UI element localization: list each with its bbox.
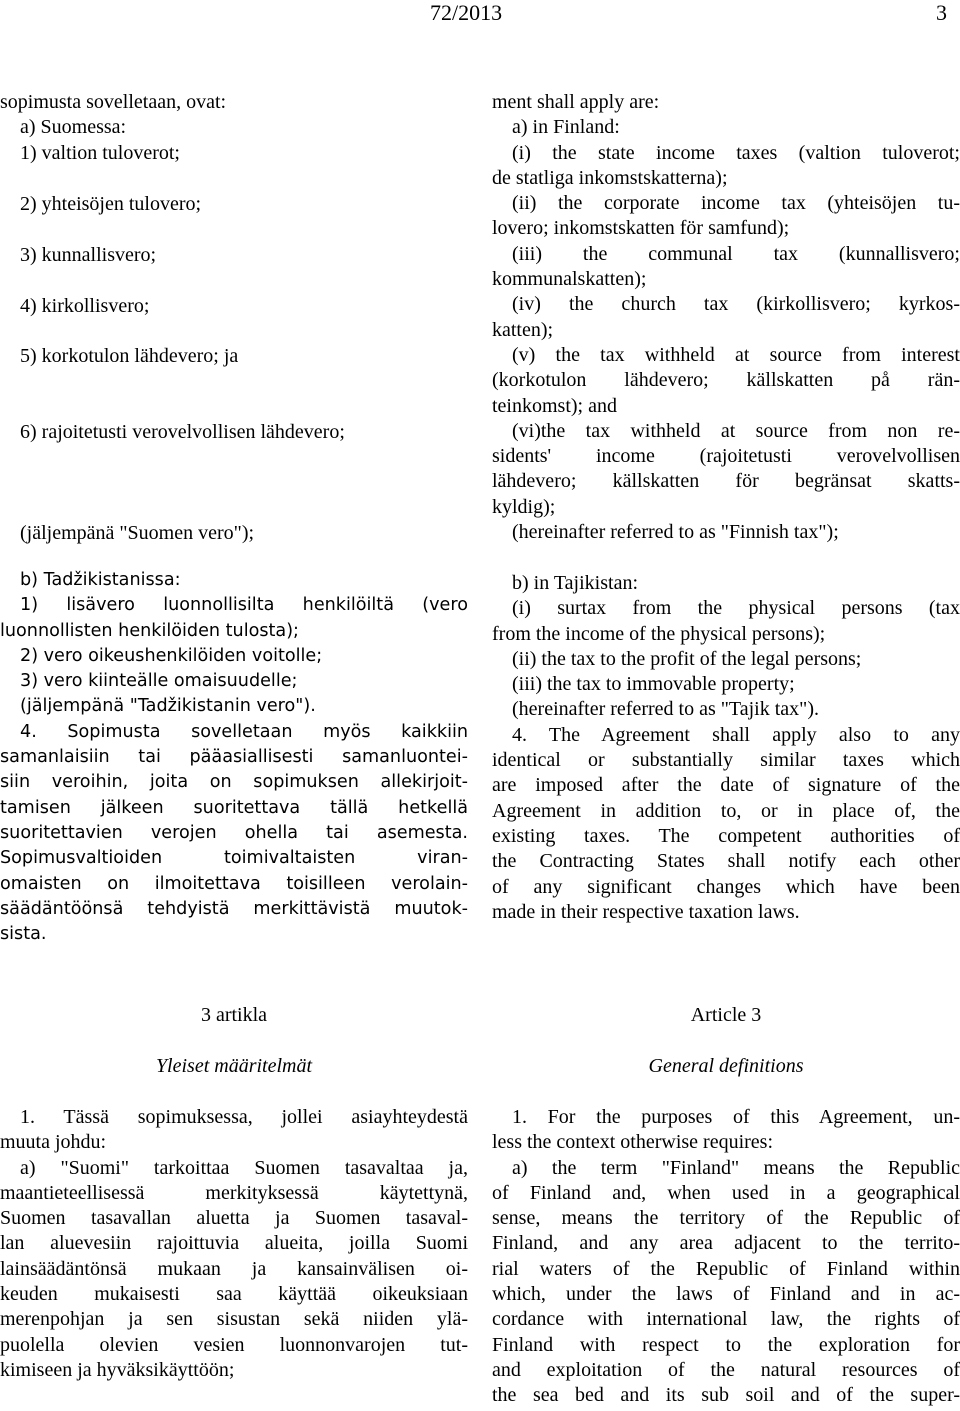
text-line: (i) surtax from the physical persons (tax <box>512 597 960 620</box>
text-line: 1) valtion tuloverot; <box>20 141 180 164</box>
text-line: (iii) the tax to immovable property; <box>512 673 795 696</box>
text-line: de statliga inkomstskatterna); <box>492 166 728 189</box>
left-paragraph-block <box>0 1105 468 1383</box>
page-number: 3 <box>936 0 947 25</box>
left-paragraph-block <box>0 192 468 217</box>
section-subtitle: Yleiset määritelmät <box>155 1055 313 1077</box>
text-line: 2) vero oikeushenkilöiden voitolle; <box>20 645 323 666</box>
text-line: the sea bed and its sub soil and of the super- <box>492 1384 960 1407</box>
text-line: (hereinafter referred to as "Tajik tax"). <box>512 698 819 721</box>
right-paragraph-block <box>492 1054 960 1079</box>
section-subtitle: General definitions <box>648 1055 804 1077</box>
text-line: a) "Suomi" tarkoittaa Suomen tasavaltaa ja, <box>20 1156 468 1179</box>
text-line: kimiseen ja hyväksikäyttöön; <box>0 1358 235 1381</box>
text-line: 4. Sopimusta sovelletaan myös kaikkiin <box>20 721 468 742</box>
text-line: are imposed after the date of signature of the <box>492 774 960 797</box>
text-line: lan aluevesiin rajoittuvia alueita, joilla Suomi <box>0 1232 468 1255</box>
text-line: lovero; inkomstskatten för samfund); <box>492 217 790 240</box>
text-line: omaisten on ilmoitettava toisilleen verolain- <box>0 873 468 894</box>
text-line: samanlaisiin tai pääasiallisesti samanluontei- <box>0 747 468 768</box>
text-line: lähdevero; källskatten för begränsat skatts- <box>492 470 960 493</box>
right-paragraph-block <box>492 90 960 545</box>
text-line: identical or substantially similar taxes which <box>492 749 960 772</box>
right-paragraph-block <box>492 1003 960 1028</box>
text-line: b) in Tajikistan: <box>512 572 638 594</box>
text-line: 4) kirkollisvero; <box>20 295 150 317</box>
text-line: säädäntöönsä tehdyistä merkittävistä muutok- <box>0 898 468 919</box>
left-paragraph-block <box>0 568 468 947</box>
text-line: of any significant changes which have been <box>492 875 960 898</box>
left-paragraph-block <box>0 1003 468 1028</box>
text-line: puolella olevien vesien luonnonvarojen tut- <box>0 1333 468 1356</box>
text-line: made in their respective taxation laws. <box>492 900 800 923</box>
text-line: which, under the laws of Finland and in ac- <box>492 1283 960 1306</box>
text-line: from the income of the physical persons); <box>492 622 826 645</box>
text-line: (iv) the church tax (kirkollisvero; kyrkos- <box>512 293 960 316</box>
text-line: (iii) the communal tax (kunnallisvero; <box>512 242 960 265</box>
text-line: (hereinafter referred to as "Finnish tax"); <box>512 521 839 544</box>
text-line: siin veroihin, joita on sopimuksen allekirjoit- <box>0 772 468 793</box>
text-line: 1. Tässä sopimuksessa, jollei asiayhteydestä <box>20 1106 468 1128</box>
text-line: a) Suomessa: <box>20 116 127 139</box>
text-line: 1) lisävero luonnollisilta henkilöiltä (vero <box>20 595 468 616</box>
right-paragraph-block <box>492 1105 960 1409</box>
text-line: (jäljempänä "Tadžikistanin vero"). <box>20 696 316 717</box>
document-number: 72/2013 <box>430 0 503 25</box>
text-line: less the context otherwise requires: <box>492 1131 774 1154</box>
text-line: kommunalskatten); <box>492 268 647 291</box>
text-line: Sopimusvaltioiden toimivaltaisten viran- <box>0 848 468 869</box>
text-line: and exploitation of the natural resources of <box>492 1358 960 1381</box>
text-line: muuta johdu: <box>0 1131 107 1154</box>
text-line: lainsäädäntönsä mukaan ja kansainvälisen oi- <box>0 1257 468 1280</box>
text-line: 4. The Agreement shall apply also to any <box>512 723 960 746</box>
text-line: Finland, and any area adjacent to the territo- <box>492 1232 960 1255</box>
text-line: keuden mukaisesti saa käyttää oikeuksiaan <box>0 1283 468 1306</box>
left-paragraph-block <box>0 90 468 166</box>
text-line: (ii) the tax to the profit of the legal persons; <box>512 647 862 670</box>
text-line: sista. <box>0 924 47 945</box>
right-paragraph-block <box>492 571 960 925</box>
text-line: the Contracting States shall notify each other <box>492 850 960 873</box>
section-heading: Article 3 <box>690 1004 762 1026</box>
text-line: luonnollisten henkilöiden tulosta); <box>0 620 299 641</box>
text-line: Agreement in addition to, or in place of, the <box>492 799 960 822</box>
text-line: ment shall apply are: <box>492 91 660 113</box>
text-line: cordance with international law, the rights of <box>492 1308 960 1331</box>
text-line: 6) rajoitetusti verovelvollisen lähdevero; <box>20 421 345 443</box>
left-paragraph-block <box>0 294 468 319</box>
left-paragraph-block <box>0 521 468 546</box>
text-line: Suomen tasavallan aluetta ja Suomen tasaval- <box>0 1207 468 1230</box>
text-line: a) in Finland: <box>512 116 620 139</box>
text-line: (korkotulon lähdevero; källskatten på rän- <box>492 369 960 392</box>
text-line: sopimusta sovelletaan, ovat: <box>0 91 227 113</box>
text-line: existing taxes. The competent authorities of <box>492 824 960 847</box>
text-line: 2) yhteisöjen tulovero; <box>20 193 202 215</box>
text-line: teinkomst); and <box>492 394 617 417</box>
text-line: 3) kunnallisvero; <box>20 244 157 266</box>
text-line: of Finland and, when used in a geographical <box>492 1181 960 1204</box>
left-paragraph-block <box>0 420 468 445</box>
left-paragraph-block <box>0 344 468 369</box>
text-line: b) Tadžikistanissa: <box>20 570 181 590</box>
text-line: tamisen jälkeen suoritettava tällä hetkellä <box>0 797 468 818</box>
text-line: sense, means the territory of the Republic of <box>492 1207 960 1230</box>
text-line: maantieteellisessä merkityksessä käytettynä, <box>0 1181 468 1204</box>
text-line: merenpohjan ja sen sisustan sekä niiden ylä- <box>0 1308 468 1331</box>
text-line: suoritettavien verojen ohella tai asemesta. <box>0 822 468 843</box>
text-line: (jäljempänä "Suomen vero"); <box>20 522 255 544</box>
text-line: Finland with respect to the exploration for <box>492 1333 960 1356</box>
section-heading: 3 artikla <box>200 1004 268 1026</box>
left-paragraph-block <box>0 1054 468 1079</box>
left-paragraph-block <box>0 243 468 268</box>
text-line: (vi)the tax withheld at source from non re- <box>512 419 960 442</box>
text-line: a) the term "Finland" means the Republic <box>512 1156 960 1179</box>
text-line: 1. For the purposes of this Agreement, un- <box>512 1106 960 1128</box>
text-line: sidents' income (rajoitetusti verovelvollisen <box>492 445 960 468</box>
text-line: (i) the state income taxes (valtion tuloverot; <box>512 141 960 164</box>
text-line: 3) vero kiinteälle omaisuudelle; <box>20 671 298 692</box>
text-line: kyldig); <box>492 495 556 518</box>
text-line: (ii) the corporate income tax (yhteisöjen tu- <box>512 192 960 215</box>
text-line: rial waters of the Republic of Finland within <box>492 1257 960 1280</box>
text-line: 5) korkotulon lähdevero; ja <box>20 345 239 367</box>
text-line: (v) the tax withheld at source from interest <box>512 343 960 366</box>
text-line: katten); <box>492 318 554 341</box>
